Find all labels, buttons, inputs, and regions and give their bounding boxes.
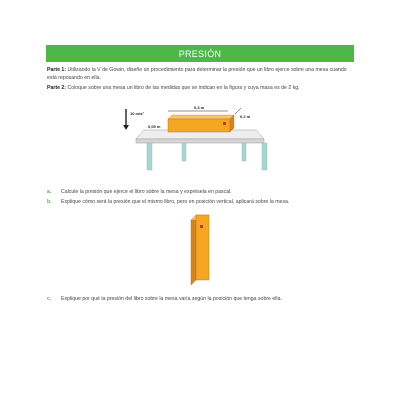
- vertical-book-figure: [180, 212, 220, 292]
- question-b: [47, 199, 357, 206]
- question-a-text: Calcule la presión que ejerce el libro sobre la mesa y exprésela en pascal.: [61, 189, 232, 195]
- book-spine-face: [191, 215, 196, 285]
- part-2-text: Coloque sobre una mesa un libro de las medidas que se indican en la figura y cuya masa es de 2 kg.: [66, 85, 300, 91]
- part-1-label: Parte 1:: [47, 67, 67, 73]
- book-top-face: [168, 115, 234, 119]
- section-header: [46, 45, 354, 62]
- part-2-label: Parte 2:: [47, 85, 67, 91]
- question-a: [47, 189, 357, 196]
- thickness-label: 0,05 m: [148, 124, 161, 129]
- book-label-mark: [200, 225, 203, 228]
- question-b-text: Explique cómo será la presión que el mismo libro, pero en posición vertical, aplicará sobre la mesa.: [61, 199, 290, 205]
- table-edge: [136, 139, 264, 143]
- question-b-letter: b.: [47, 199, 52, 205]
- gravity-label: 10 m/s²: [130, 111, 144, 116]
- section-title: PRESIÓN: [178, 48, 222, 59]
- table-leg: [182, 143, 186, 161]
- book-front-face: [168, 119, 230, 132]
- width-label: 0,2 m: [240, 114, 251, 119]
- table-leg: [262, 143, 267, 170]
- question-c-letter: c.: [47, 296, 52, 302]
- book-on-table-figure: [110, 98, 290, 178]
- question-a-letter: a.: [47, 189, 52, 195]
- table-leg: [147, 143, 152, 170]
- question-c-text: Explique por qué la presión del libro sobre la mesa varía según la posición que tenga sobre ella.: [61, 296, 282, 302]
- gravity-arrowhead: [123, 125, 129, 130]
- part-2: [47, 85, 357, 93]
- table-leg: [242, 143, 246, 161]
- part-1: [47, 67, 357, 82]
- question-c: [47, 296, 357, 303]
- part-1-text: Utilizando la V de Gowin, diseñe un procedimiento para determinar la presión que un libro ejerce sobre una mesa cuando está reposando en ella.: [47, 67, 347, 81]
- book-label-mark: [223, 122, 226, 125]
- length-label: 0,3 m: [194, 105, 205, 110]
- book-front-face: [196, 215, 209, 280]
